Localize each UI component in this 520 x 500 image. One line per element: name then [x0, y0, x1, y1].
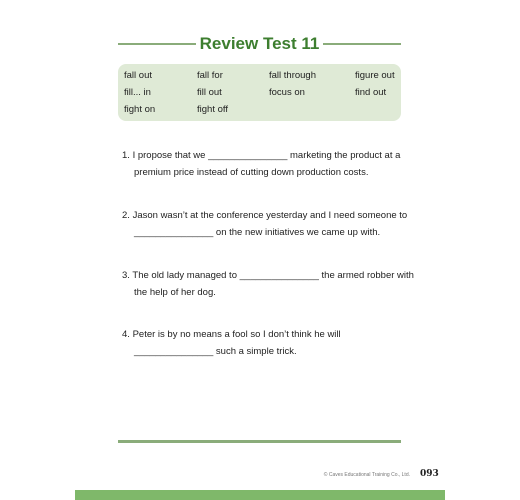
bottom-divider [118, 440, 401, 443]
answer-blank[interactable]: _______________ [134, 227, 214, 238]
answer-blank[interactable]: _______________ [208, 150, 288, 161]
word-bank [118, 64, 401, 121]
question-text: Jason wasn’t at the conference yesterday and I need someone to [132, 210, 408, 221]
word-bank-item: fall for [197, 70, 223, 81]
question-text: the help of her dog. [134, 287, 216, 298]
question-text: the armed robber with [321, 270, 414, 281]
bottom-color-bar [75, 490, 445, 500]
answer-blank[interactable]: _______________ [239, 270, 319, 281]
question-text: on the new initiatives we came up with. [215, 227, 381, 238]
question-number: 3. [122, 270, 130, 281]
word-bank-item: fill out [197, 87, 222, 98]
word-bank-item: find out [355, 87, 387, 98]
question-number: 4. [122, 329, 130, 340]
title-rule-right [323, 43, 401, 45]
word-bank-item: figure out [355, 70, 395, 81]
question-number: 1. [122, 150, 130, 161]
word-bank-item: fall through [269, 70, 317, 81]
answer-blank[interactable]: _______________ [134, 346, 214, 357]
question-text: The old lady managed to [132, 270, 237, 281]
question-text: such a simple trick. [215, 346, 297, 357]
page-number: 093 [420, 469, 439, 479]
word-bank-item: fight on [124, 104, 156, 115]
page-title: Review Test 11 [199, 34, 320, 53]
title-rule-left [118, 43, 196, 45]
word-bank-item: focus on [269, 87, 305, 98]
question-number: 2. [122, 210, 130, 221]
question-text: I propose that we [132, 150, 206, 161]
question-text: marketing the product at a [290, 150, 401, 161]
word-bank-item: fall out [124, 70, 152, 81]
word-bank-item: fill... in [124, 87, 151, 98]
copyright-text: © Caves Educational Training Co., Ltd. [323, 472, 410, 478]
title-row [118, 32, 401, 56]
word-bank-item: fight off [197, 104, 228, 115]
question-text: premium price instead of cutting down production costs. [134, 167, 369, 178]
question-text: Peter is by no means a fool so I don’t think he will [132, 329, 341, 340]
